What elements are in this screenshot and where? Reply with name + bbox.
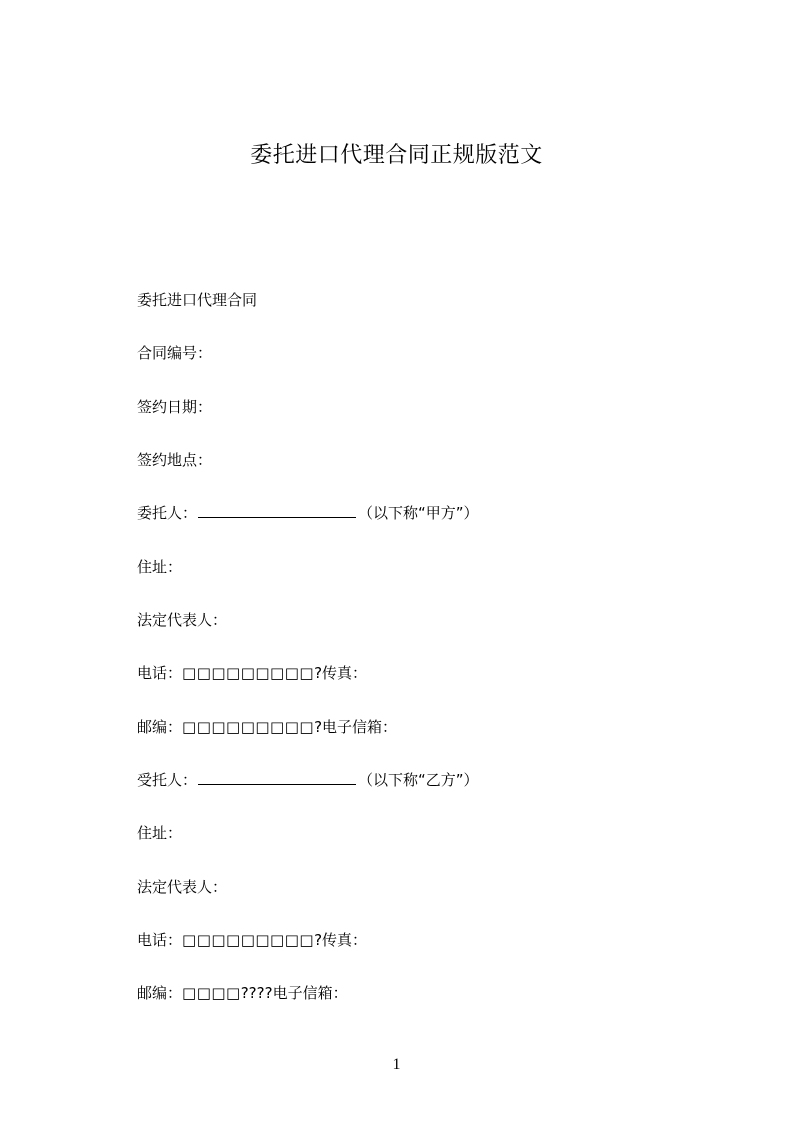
party-a-representative-label: 法定代表人： (137, 611, 228, 629)
party-a-fax-label: ?传真： (314, 664, 368, 682)
party-b-postcode-label: 邮编： (137, 984, 183, 1002)
party-a-name-blank (198, 502, 356, 518)
party-a-phone-label: 电话： (137, 664, 183, 682)
party-b-phone-boxes: □□□□□□□□□ (182, 931, 315, 949)
party-a-phone-line (137, 662, 367, 684)
party-b-line (137, 769, 479, 791)
party-a-email-label: ?电子信箱： (314, 718, 398, 736)
party-b-fax-label: ?传真： (314, 931, 368, 949)
contract-heading: 委托进口代理合同 (137, 291, 258, 309)
party-b-phone-line (137, 929, 367, 951)
party-b-address-label: 住址： (137, 824, 183, 842)
party-b-suffix: （以下称“乙方”） (358, 771, 479, 789)
party-a-postcode-label: 邮编： (137, 718, 183, 736)
party-b-postcode-line (137, 982, 348, 1004)
party-a-postcode-line (137, 716, 397, 738)
party-b-representative-label: 法定代表人： (137, 878, 228, 896)
party-a-line (137, 502, 479, 524)
document-title: 委托进口代理合同正规版范文 (250, 143, 543, 168)
sign-place-label: 签约地点： (137, 451, 213, 469)
contract-number-label: 合同编号： (137, 344, 213, 362)
party-a-label: 委托人： (137, 504, 198, 522)
party-a-postcode-boxes: □□□□□□□□□ (182, 718, 315, 736)
party-a-phone-boxes: □□□□□□□□□ (182, 664, 315, 682)
party-a-suffix: （以下称“甲方”） (358, 504, 479, 522)
party-b-phone-label: 电话： (137, 931, 183, 949)
party-b-postcode-boxes: □□□□ (182, 984, 241, 1002)
sign-date-label: 签约日期： (137, 398, 213, 416)
party-b-name-blank (198, 769, 356, 785)
party-a-address-label: 住址： (137, 558, 183, 576)
party-b-label: 受托人： (137, 771, 198, 789)
page-number: 1 (392, 1056, 401, 1073)
party-b-email-label: ????电子信箱： (240, 984, 348, 1002)
